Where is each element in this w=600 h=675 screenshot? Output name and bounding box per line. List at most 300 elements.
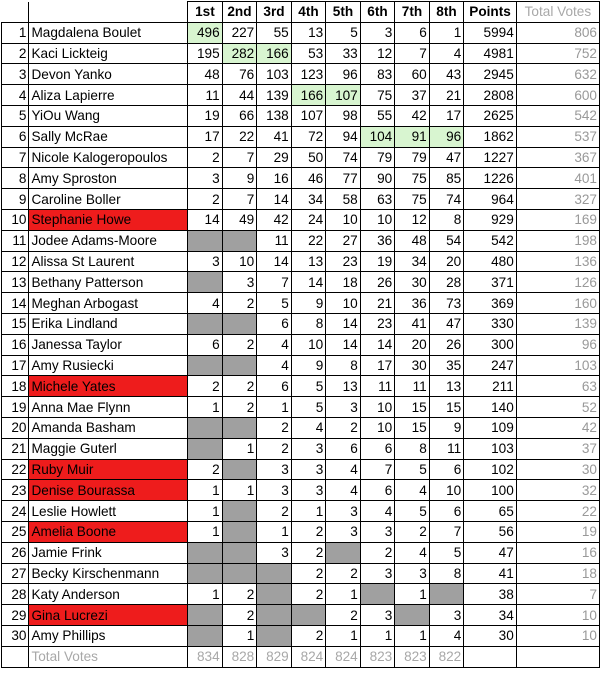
empty-vote-cell [257,605,292,626]
vote-count-cell: 75 [395,189,430,210]
vote-count-cell: 4 [257,334,292,355]
empty-vote-cell [222,313,257,334]
table-body [2,22,600,646]
points-cell: 330 [464,313,517,334]
empty-vote-cell [257,625,292,646]
points-cell: 1226 [464,168,517,189]
empty-vote-cell [222,521,257,542]
vote-count-cell: 2 [188,376,223,397]
vote-count-cell: 7 [222,189,257,210]
vote-count-cell: 15 [395,417,430,438]
vote-count-cell: 91 [395,126,430,147]
vote-count-cell: 4 [188,293,223,314]
vote-count-cell: 4 [429,43,464,64]
empty-vote-cell [188,272,223,293]
vote-count-cell: 41 [257,126,292,147]
table-row [2,376,600,397]
points-cell: 964 [464,189,517,210]
vote-count-cell: 55 [257,22,292,43]
place-header-2nd: 2nd [222,2,257,23]
footer-total-1st: 834 [188,646,223,667]
vote-count-cell: 41 [395,313,430,334]
vote-count-cell: 36 [360,230,395,251]
table-row [2,334,600,355]
vote-count-cell: 4 [326,480,361,501]
table-row [2,417,600,438]
vote-count-cell: 2 [291,563,326,584]
table-row [2,605,600,626]
total-votes-cell: 103 [516,355,599,376]
points-cell: 140 [464,397,517,418]
table-row [2,168,600,189]
table-row [2,126,600,147]
vote-count-cell: 1 [222,438,257,459]
vote-count-cell: 3 [326,501,361,522]
points-cell: 2945 [464,64,517,85]
table-row [2,189,600,210]
vote-count-cell: 107 [326,85,361,106]
table-row [2,313,600,334]
total-votes-cell: 19 [516,521,599,542]
table-row [2,293,600,314]
vote-count-cell: 53 [291,43,326,64]
vote-count-cell: 7 [222,147,257,168]
vote-count-cell: 282 [222,43,257,64]
vote-count-cell: 1 [188,521,223,542]
footer-total-4th: 824 [291,646,326,667]
total-votes-cell: 600 [516,85,599,106]
vote-count-cell: 13 [429,376,464,397]
points-cell: 5994 [464,22,517,43]
empty-vote-cell [291,605,326,626]
vote-count-cell: 1 [395,584,430,605]
vote-count-cell: 195 [188,43,223,64]
vote-count-cell: 2 [257,438,292,459]
total-votes-cell: 63 [516,376,599,397]
vote-count-cell: 496 [188,22,223,43]
empty-vote-cell [429,584,464,605]
vote-count-cell: 75 [395,168,430,189]
vote-count-cell: 3 [360,22,395,43]
vote-count-cell: 13 [291,22,326,43]
table-row [2,230,600,251]
footer-row [2,646,600,667]
empty-vote-cell [188,355,223,376]
runner-name: Maggie Guterl [29,438,188,459]
rank-cell: 4 [2,85,29,106]
vote-count-cell: 3 [257,542,292,563]
vote-count-cell: 5 [291,376,326,397]
vote-count-cell: 3 [291,459,326,480]
vote-count-cell: 3 [395,563,430,584]
total-votes-cell: 42 [516,417,599,438]
total-votes-cell: 7 [516,584,599,605]
vote-count-cell: 1 [360,625,395,646]
empty-vote-cell [188,417,223,438]
rank-cell: 8 [2,168,29,189]
empty-vote-cell [257,563,292,584]
vote-count-cell: 2 [222,584,257,605]
vote-count-cell: 37 [395,85,430,106]
table-row [2,563,600,584]
vote-count-cell: 11 [188,85,223,106]
vote-count-cell: 7 [257,272,292,293]
rank-cell: 17 [2,355,29,376]
rank-cell: 27 [2,563,29,584]
vote-count-cell: 2 [222,605,257,626]
vote-count-cell: 20 [429,251,464,272]
vote-count-cell: 2 [291,584,326,605]
vote-count-cell: 2 [291,542,326,563]
points-cell: 65 [464,501,517,522]
runner-name: Stephanie Howe [29,209,188,230]
runner-name: Sally McRae [29,126,188,147]
vote-count-cell: 16 [257,168,292,189]
total-votes-cell: 136 [516,251,599,272]
vote-count-cell: 3 [188,251,223,272]
place-header-4th: 4th [291,2,326,23]
empty-vote-cell [222,230,257,251]
vote-count-cell: 1 [188,584,223,605]
vote-count-cell: 10 [326,293,361,314]
vote-count-cell: 2 [188,147,223,168]
table-row [2,251,600,272]
vote-count-cell: 6 [326,438,361,459]
vote-count-cell: 66 [222,105,257,126]
total-votes-cell: 537 [516,126,599,147]
vote-count-cell: 2 [188,189,223,210]
vote-count-cell: 5 [395,501,430,522]
vote-count-cell: 4 [291,417,326,438]
points-cell: 247 [464,355,517,376]
vote-count-cell: 9 [291,355,326,376]
table-row [2,584,600,605]
total-votes-cell: 367 [516,147,599,168]
rank-cell: 24 [2,501,29,522]
vote-count-cell: 7 [360,459,395,480]
vote-count-cell: 104 [360,126,395,147]
footer-total-2nd: 828 [222,646,257,667]
vote-count-cell: 2 [257,501,292,522]
rank-cell: 28 [2,584,29,605]
empty-vote-cell [188,313,223,334]
footer-total-8th: 822 [429,646,464,667]
place-header-8th: 8th [429,2,464,23]
empty-vote-cell [188,542,223,563]
vote-count-cell: 6 [360,480,395,501]
vote-count-cell: 83 [360,64,395,85]
vote-count-cell: 7 [429,521,464,542]
footer-rank-cell [2,646,29,667]
rank-cell: 5 [2,105,29,126]
vote-count-cell: 3 [360,521,395,542]
table-row [2,85,600,106]
vote-count-cell: 227 [222,22,257,43]
total-votes-cell: 16 [516,542,599,563]
vote-count-cell: 2 [222,397,257,418]
points-cell: 34 [464,605,517,626]
vote-count-cell: 85 [429,168,464,189]
runner-name: Leslie Howlett [29,501,188,522]
vote-count-cell: 8 [429,563,464,584]
vote-count-cell: 60 [395,64,430,85]
rank-cell: 18 [2,376,29,397]
vote-count-cell: 14 [188,209,223,230]
vote-count-cell: 123 [291,64,326,85]
vote-count-cell: 72 [291,126,326,147]
vote-count-cell: 22 [291,230,326,251]
total-votes-cell: 30 [516,459,599,480]
points-cell: 2808 [464,85,517,106]
vote-count-cell: 20 [395,334,430,355]
points-cell: 38 [464,584,517,605]
vote-count-cell: 1 [257,397,292,418]
vote-count-cell: 43 [429,64,464,85]
vote-count-cell: 2 [188,459,223,480]
runner-name: Michele Yates [29,376,188,397]
total-votes-cell: 10 [516,625,599,646]
total-votes-cell: 542 [516,105,599,126]
vote-count-cell: 5 [326,22,361,43]
empty-vote-cell [222,417,257,438]
vote-count-cell: 1 [429,22,464,43]
vote-count-cell: 6 [360,438,395,459]
vote-count-cell: 5 [291,397,326,418]
vote-count-cell: 1 [188,397,223,418]
vote-count-cell: 3 [326,397,361,418]
vote-count-cell: 26 [360,272,395,293]
vote-count-cell: 5 [429,542,464,563]
vote-count-cell: 10 [291,334,326,355]
empty-vote-cell [360,584,395,605]
vote-count-cell: 3 [222,272,257,293]
vote-count-cell: 13 [291,251,326,272]
vote-count-cell: 8 [395,438,430,459]
empty-vote-cell [188,605,223,626]
points-cell: 542 [464,230,517,251]
runner-name: Amy Rusiecki [29,355,188,376]
table-row [2,147,600,168]
vote-count-cell: 14 [257,251,292,272]
runner-name: Aliza Lapierre [29,85,188,106]
vote-count-cell: 2 [360,542,395,563]
vote-count-cell: 29 [257,147,292,168]
vote-count-cell: 11 [257,230,292,251]
vote-count-cell: 2 [222,293,257,314]
empty-vote-cell [188,438,223,459]
rank-cell: 9 [2,189,29,210]
vote-count-cell: 1 [291,501,326,522]
vote-count-cell: 166 [291,85,326,106]
rank-cell: 1 [2,22,29,43]
vote-count-cell: 63 [360,189,395,210]
rank-cell: 10 [2,209,29,230]
footer-label: Total Votes [29,646,188,667]
vote-count-cell: 33 [326,43,361,64]
vote-count-cell: 10 [360,209,395,230]
points-cell: 369 [464,293,517,314]
vote-count-cell: 1 [188,480,223,501]
vote-count-cell: 27 [326,230,361,251]
table-row [2,43,600,64]
vote-count-cell: 44 [222,85,257,106]
table-row [2,521,600,542]
vote-count-cell: 14 [326,334,361,355]
runner-name: Anna Mae Flynn [29,397,188,418]
footer-total-5th: 824 [326,646,361,667]
vote-count-cell: 21 [360,293,395,314]
rank-cell: 30 [2,625,29,646]
rank-cell: 16 [2,334,29,355]
vote-count-cell: 11 [360,376,395,397]
empty-vote-cell [222,459,257,480]
table-row [2,355,600,376]
vote-count-cell: 79 [360,147,395,168]
table-row [2,542,600,563]
rank-cell: 6 [2,126,29,147]
rank-cell: 12 [2,251,29,272]
vote-count-cell: 2 [257,417,292,438]
total-votes-header: Total Votes [516,2,599,23]
vote-count-cell: 2 [291,521,326,542]
rank-cell: 20 [2,417,29,438]
rank-cell: 2 [2,43,29,64]
vote-count-cell: 1 [222,625,257,646]
vote-count-cell: 166 [257,43,292,64]
vote-count-cell: 35 [429,355,464,376]
vote-count-cell: 6 [429,501,464,522]
table-row [2,459,600,480]
vote-count-cell: 50 [291,147,326,168]
vote-count-cell: 42 [395,105,430,126]
header-row [2,2,600,23]
points-cell: 102 [464,459,517,480]
vote-count-cell: 21 [429,85,464,106]
empty-vote-cell [222,542,257,563]
empty-vote-cell [257,584,292,605]
vote-count-cell: 14 [257,189,292,210]
vote-count-cell: 2 [326,563,361,584]
vote-count-cell: 2 [291,625,326,646]
table-row [2,272,600,293]
rank-cell: 21 [2,438,29,459]
runner-name: Caroline Boller [29,189,188,210]
total-votes-cell: 52 [516,397,599,418]
vote-count-cell: 4 [429,625,464,646]
vote-count-cell: 90 [360,168,395,189]
vote-count-cell: 9 [291,293,326,314]
rank-cell: 29 [2,605,29,626]
rank-cell: 3 [2,64,29,85]
total-votes-cell: 401 [516,168,599,189]
vote-count-cell: 1 [222,480,257,501]
points-cell: 103 [464,438,517,459]
vote-count-cell: 23 [360,313,395,334]
vote-count-cell: 7 [395,43,430,64]
vote-count-cell: 3 [291,438,326,459]
vote-count-cell: 3 [257,480,292,501]
points-cell: 929 [464,209,517,230]
table-row [2,105,600,126]
total-votes-cell: 32 [516,480,599,501]
vote-count-cell: 11 [429,438,464,459]
points-cell: 30 [464,625,517,646]
total-votes-cell: 169 [516,209,599,230]
points-cell: 4981 [464,43,517,64]
vote-count-cell: 2 [222,376,257,397]
vote-count-cell: 94 [326,126,361,147]
vote-count-cell: 1 [395,625,430,646]
vote-count-cell: 1 [326,584,361,605]
total-votes-cell: 806 [516,22,599,43]
runner-name: Jodee Adams-Moore [29,230,188,251]
rank-cell: 14 [2,293,29,314]
vote-count-cell: 4 [326,459,361,480]
vote-count-cell: 8 [429,209,464,230]
vote-count-cell: 10 [429,480,464,501]
rank-header [2,2,29,23]
vote-count-cell: 55 [360,105,395,126]
runner-name: Katy Anderson [29,584,188,605]
total-votes-cell: 37 [516,438,599,459]
points-cell: 109 [464,417,517,438]
vote-count-cell: 3 [188,168,223,189]
vote-count-cell: 47 [429,147,464,168]
total-votes-cell: 126 [516,272,599,293]
table-row [2,397,600,418]
runner-name: Nicole Kalogeropoulos [29,147,188,168]
points-cell: 211 [464,376,517,397]
points-header: Points [464,2,517,23]
vote-count-cell: 26 [429,334,464,355]
place-header-3rd: 3rd [257,2,292,23]
vote-count-cell: 6 [429,459,464,480]
empty-vote-cell [188,563,223,584]
rankings-table [1,1,600,668]
runner-name: Ruby Muir [29,459,188,480]
rank-cell: 15 [2,313,29,334]
vote-count-cell: 3 [429,605,464,626]
vote-count-cell: 22 [222,126,257,147]
points-cell: 1227 [464,147,517,168]
vote-count-cell: 6 [395,22,430,43]
vote-count-cell: 18 [326,272,361,293]
runner-name: Amy Sproston [29,168,188,189]
vote-count-cell: 6 [257,313,292,334]
vote-count-cell: 1 [326,625,361,646]
rank-cell: 26 [2,542,29,563]
total-votes-cell: 632 [516,64,599,85]
vote-count-cell: 1 [188,501,223,522]
runner-name: Janessa Taylor [29,334,188,355]
runner-name: Meghan Arbogast [29,293,188,314]
points-cell: 1862 [464,126,517,147]
table-row [2,209,600,230]
vote-count-cell: 4 [395,542,430,563]
vote-count-cell: 2 [222,334,257,355]
vote-count-cell: 13 [326,376,361,397]
vote-count-cell: 107 [291,105,326,126]
vote-count-cell: 2 [395,521,430,542]
runner-name: Jamie Frink [29,542,188,563]
vote-count-cell: 98 [326,105,361,126]
vote-count-cell: 1 [257,521,292,542]
vote-count-cell: 8 [291,313,326,334]
vote-count-cell: 14 [291,272,326,293]
points-cell: 56 [464,521,517,542]
vote-count-cell: 10 [360,397,395,418]
rank-cell: 11 [2,230,29,251]
